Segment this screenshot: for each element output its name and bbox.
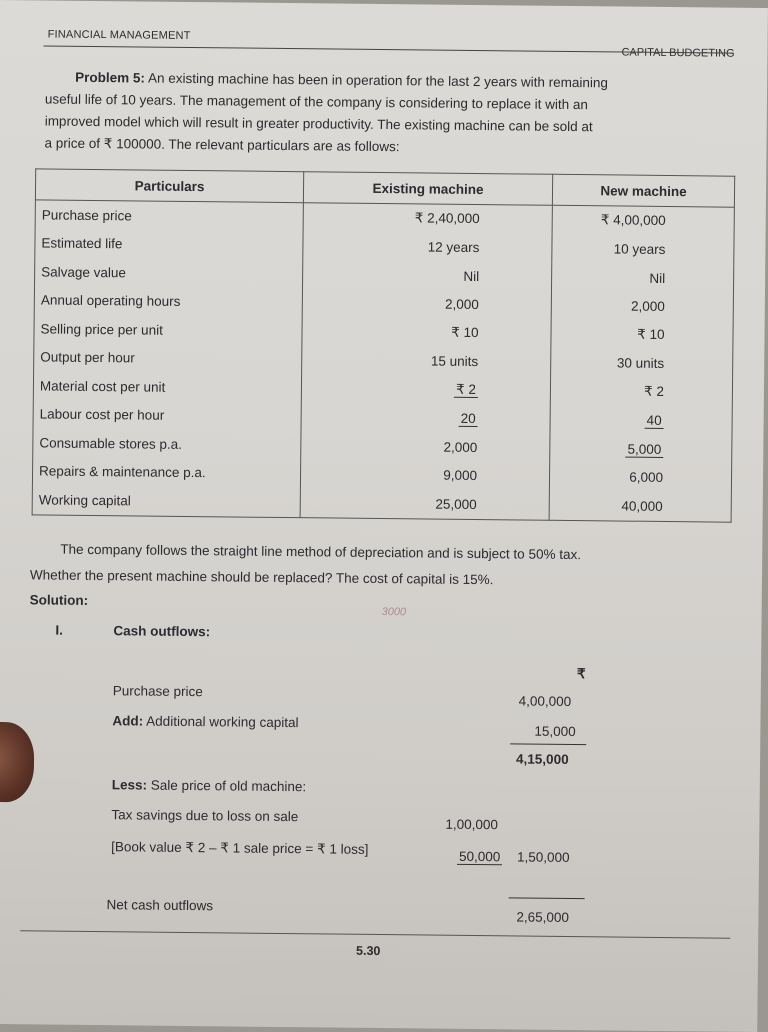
- page-number: 5.30: [355, 943, 381, 959]
- solution-heading: Solution:: [29, 592, 89, 608]
- note-line-2: Whether the present machine should be replaced? The cost of capital is 15%.: [29, 567, 494, 588]
- tax-savings-value: 50,000: [457, 849, 502, 864]
- problem-line-2: useful life of 10 years. The management of the company is considering to replace it with an: [44, 91, 589, 113]
- particulars-table: [32, 168, 736, 522]
- problem-label: Problem 5:: [75, 69, 146, 86]
- problem-line-4: a price of ₹ 100000. The relevant particulars are as follows:: [44, 135, 400, 155]
- sale-price-value: 1,00,000: [445, 816, 499, 833]
- less-line: Less: Sale price of old machine:: [111, 777, 307, 795]
- net-outflows-value: 2,65,000: [516, 909, 570, 926]
- running-header-left: FINANCIAL MANAGEMENT: [47, 28, 191, 42]
- table-row: Estimated life 12 years 10 years: [35, 229, 734, 265]
- table-row: Working capital 25,000 40,000: [32, 485, 731, 521]
- section-title: Cash outflows:: [113, 623, 211, 640]
- additional-wc-value: 15,000: [534, 723, 576, 740]
- header-new-machine: New machine: [552, 174, 734, 207]
- thumb-shadow: [0, 722, 34, 803]
- problem-line-1: Problem 5: An existing machine has been in operation for the last 2 years with remaining: [75, 69, 609, 91]
- additional-wc-line: Add: Additional working capital: [112, 713, 299, 731]
- table-row: Salvage value Nil Nil: [35, 257, 734, 293]
- table-row: Annual operating hours 2,000 2,000: [34, 286, 733, 322]
- table-row: Repairs & maintenance p.a. 9,000 6,000: [32, 457, 731, 493]
- book-value-note: [Book value ₹ 2 – ₹ 1 sale price = ₹ 1 loss]: [111, 839, 369, 857]
- section-number: I.: [55, 622, 63, 638]
- table-row: Consumable stores p.a. 2,000 5,000: [33, 428, 732, 464]
- table-row: Purchase price ₹ 2,40,000 ₹ 4,00,000: [35, 200, 734, 236]
- table-row: Output per hour 15 units 30 units: [34, 343, 733, 379]
- table-row: Material cost per unit ₹ 2 ₹ 2: [33, 371, 732, 407]
- header-particulars: Particulars: [35, 169, 303, 203]
- table-row: Selling price per unit ₹ 10 ₹ 10: [34, 314, 733, 350]
- less-total-value: 1,50,000: [516, 849, 570, 866]
- purchase-price-value: 4,00,000: [518, 693, 572, 710]
- net-rule: [509, 897, 585, 899]
- pencil-annotation: 3000: [381, 606, 407, 619]
- currency-symbol: ₹: [576, 666, 586, 682]
- subtotal-value: 4,15,000: [516, 751, 569, 767]
- subtotal-rule: [510, 743, 586, 745]
- note-line-1: The company follows the straight line method of depreciation and is subject to 50% tax.: [60, 541, 582, 563]
- header-existing-machine: Existing machine: [303, 172, 552, 206]
- tax-savings-label: Tax savings due to loss on sale: [111, 807, 299, 825]
- net-outflows-label: Net cash outflows: [106, 897, 214, 914]
- table-row: Labour cost per hour 20 40: [33, 400, 732, 436]
- running-header-right: CAPITAL BUDGETING: [621, 46, 735, 60]
- problem-line-3: improved model which will result in greater productivity. The existing machine can be sold at: [44, 113, 593, 135]
- footer-rule: [20, 930, 730, 938]
- purchase-price-label: Purchase price: [112, 683, 203, 700]
